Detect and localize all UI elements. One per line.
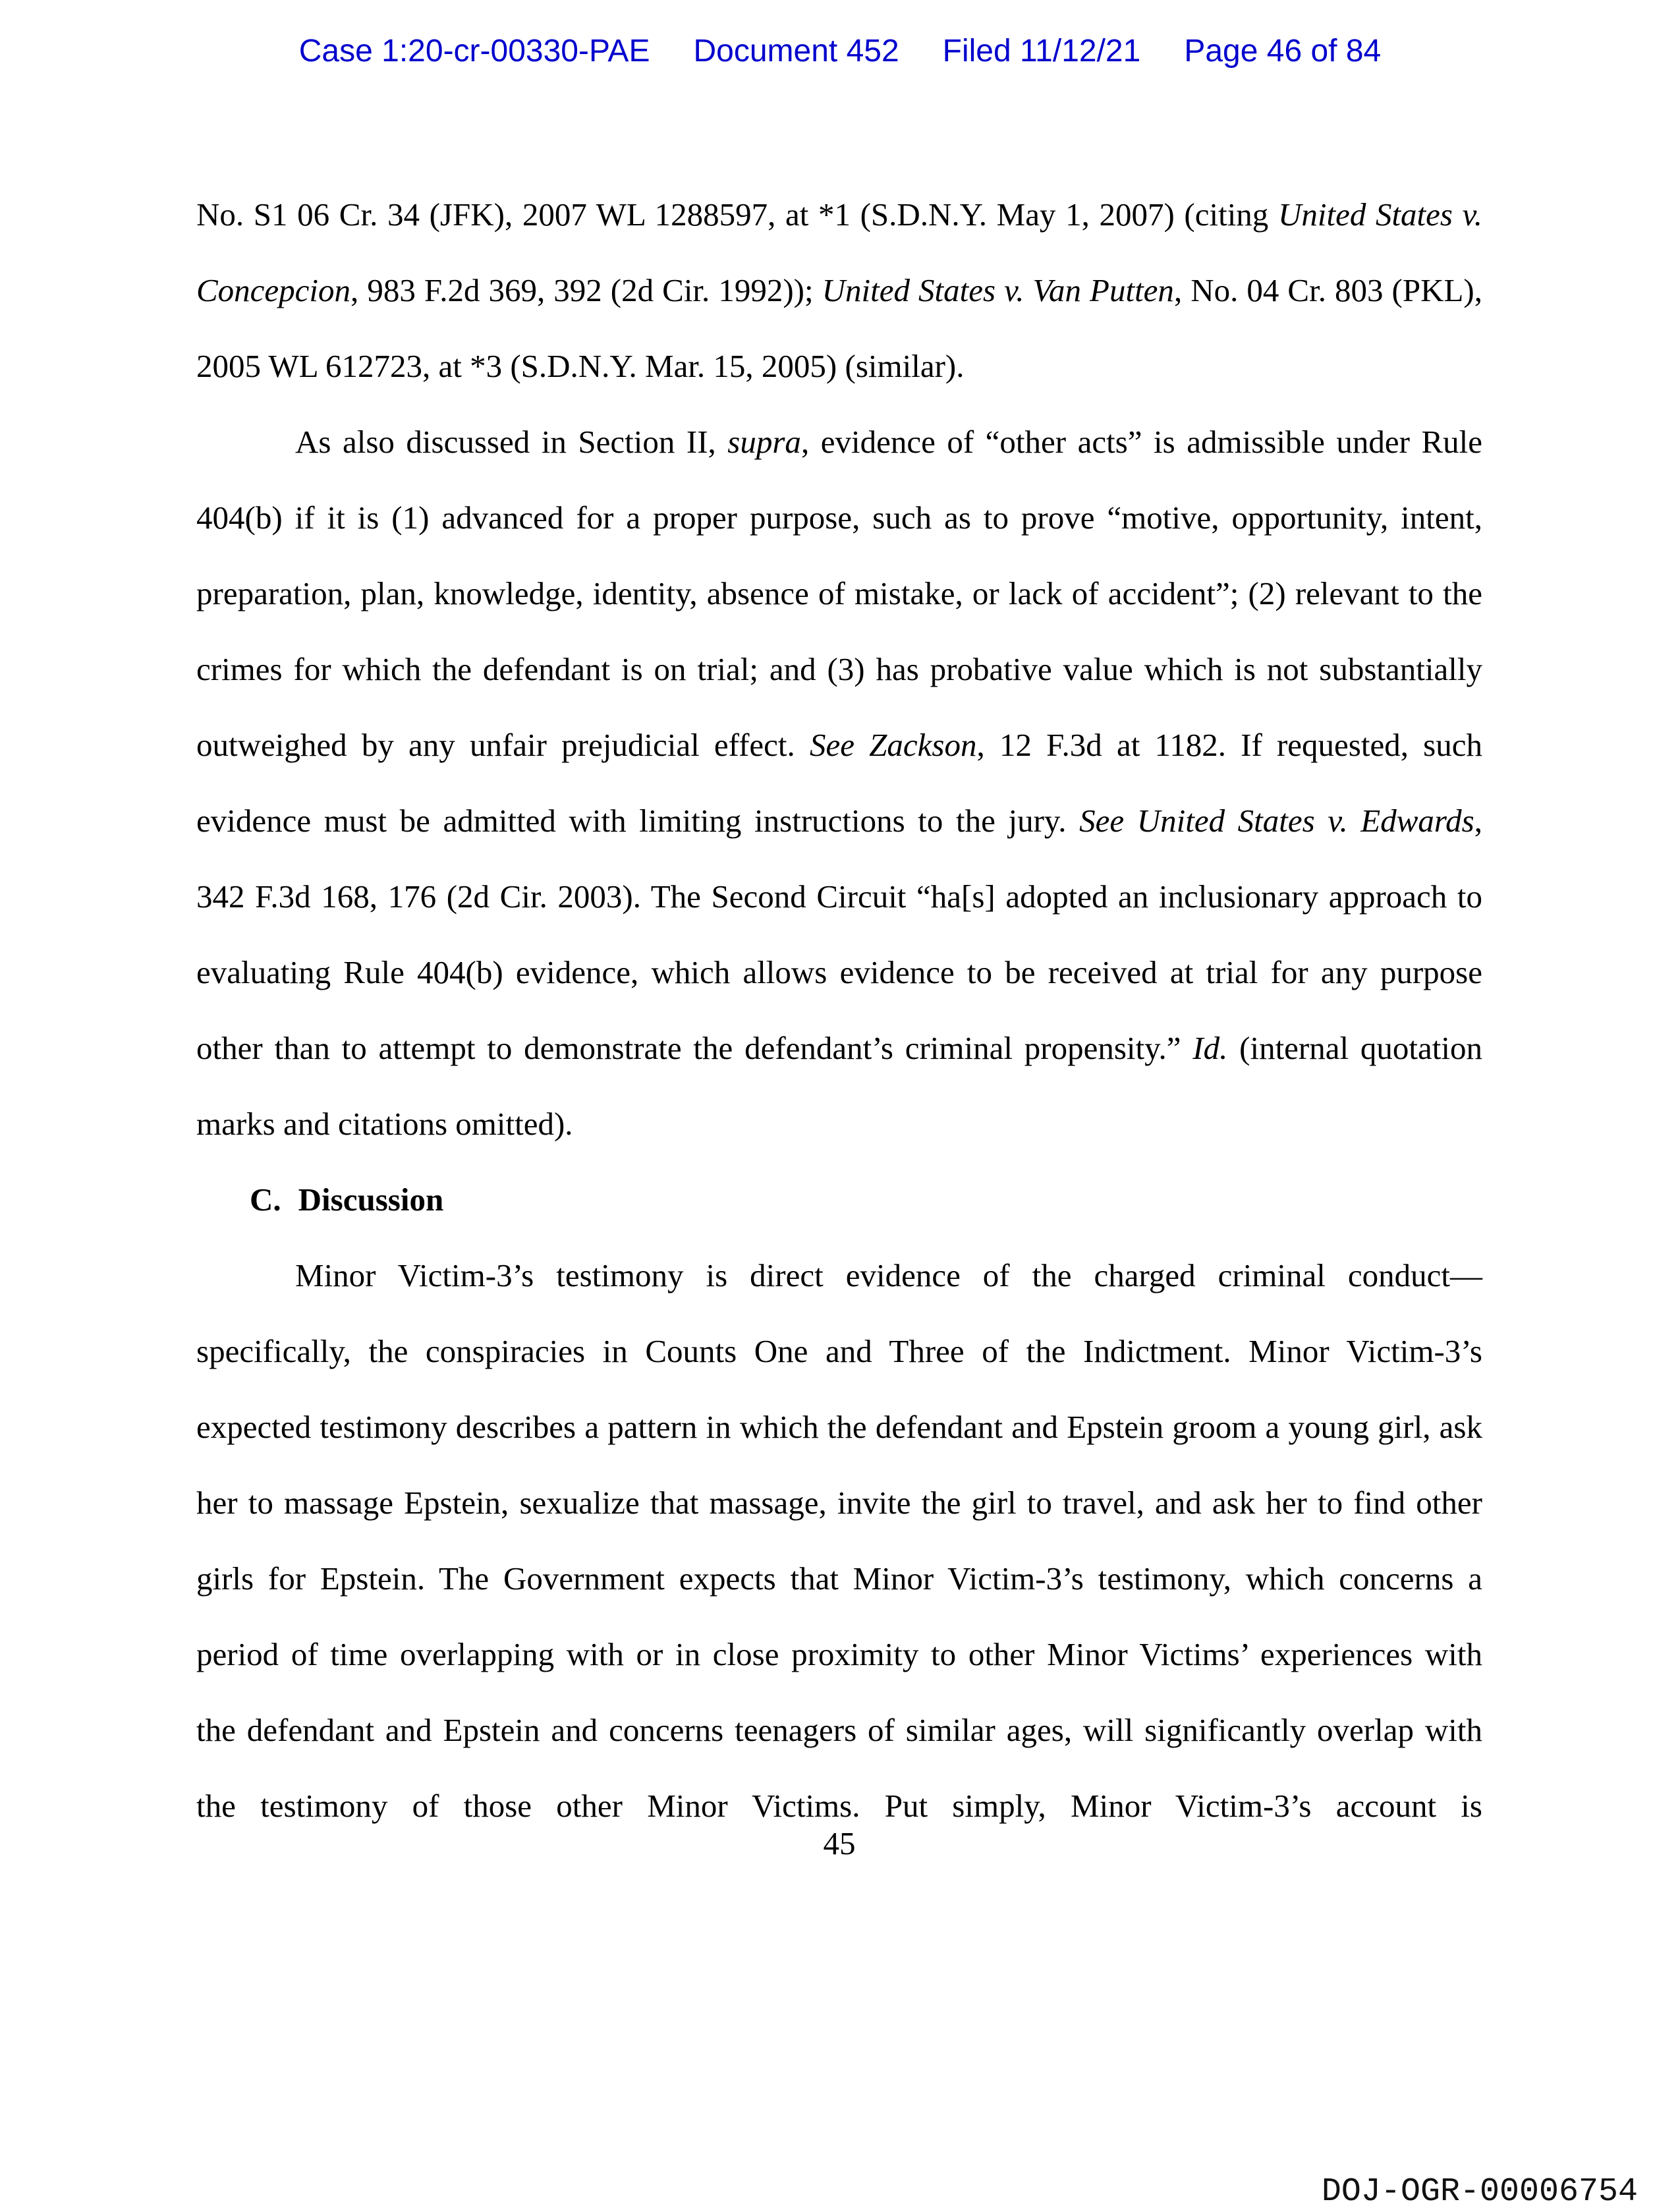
page-number: 45: [823, 1825, 856, 1861]
text-run: preparation, plan, knowledge, identity, absence of mistake, or lack of accident”; (2) relevant to the: [196, 575, 1482, 611]
filed-date: Filed 11/12/21: [942, 34, 1141, 69]
text-line: [196, 1389, 1482, 1465]
text-line: [196, 480, 1482, 555]
text-line: [196, 934, 1482, 1010]
text-run: Concepcion: [196, 272, 351, 308]
text-run: See Zackson: [809, 727, 977, 763]
text-line: [196, 1465, 1482, 1541]
text-run: the defendant and Epstein and concerns teenagers of similar ages, will significantly overlap with: [196, 1712, 1482, 1748]
text-line: [196, 555, 1482, 631]
text-run: her to massage Epstein, sexualize that massage, invite the girl to travel, and ask her to find other: [196, 1485, 1482, 1521]
text-line: [196, 631, 1482, 707]
text-run: other than to attempt to demonstrate the defendant’s criminal propensity.”: [196, 1030, 1193, 1066]
text-line: [196, 1692, 1482, 1768]
text-run: (internal quotation: [1227, 1030, 1482, 1066]
text-line: [196, 707, 1482, 783]
document-number: Document 452: [693, 34, 899, 69]
text-run: Id.: [1192, 1030, 1228, 1066]
text-run: evaluating Rule 404(b) evidence, which allows evidence to be received at trial for any purpose: [196, 954, 1482, 990]
text-run: , No. 04 Cr. 803 (PKL),: [1173, 272, 1482, 308]
text-line: [196, 404, 1482, 480]
text-run: crimes for which the defendant is on trial; and (3) has probative value which is not substantially: [196, 651, 1482, 687]
paragraph: [196, 404, 1482, 1162]
text-run: United States v.: [1277, 196, 1482, 233]
text-run: 342 F.3d 168, 176 (2d Cir. 2003). The Second Circuit “ha[s] adopted an inclusionary approach to: [196, 878, 1482, 915]
paragraph: [196, 1237, 1482, 1844]
text-line: [196, 328, 1482, 404]
text-run: , evidence of “other acts” is admissible under Rule: [800, 424, 1482, 460]
text-run: specifically, the conspiracies in Counts One and Three of the Indictment. Minor Victim-3’s: [196, 1333, 1482, 1369]
court-stamp-header: [0, 33, 1680, 69]
text-run: See United States v. Edwards: [1079, 803, 1474, 839]
bates-number: DOJ-OGR-00006754: [1321, 2173, 1638, 2211]
text-line: [196, 859, 1482, 934]
document-body: [196, 177, 1482, 1844]
section-heading-label: C.: [250, 1181, 281, 1218]
text-run: expected testimony describes a pattern in which the defendant and Epstein groom a young girl, ask: [196, 1409, 1482, 1445]
text-run: , 12 F.3d at 1182. If requested, such: [976, 727, 1482, 763]
text-line: [196, 252, 1482, 328]
text-line: [196, 1010, 1482, 1086]
section-heading: [196, 1162, 1482, 1237]
text-line: [196, 1541, 1482, 1616]
text-run: United States v. Van Putten: [822, 272, 1174, 308]
text-line: [196, 1616, 1482, 1692]
text-run: Minor Victim-3’s testimony is direct evidence of the charged criminal conduct—: [295, 1257, 1482, 1293]
case-number: Case 1:20-cr-00330-PAE: [298, 34, 650, 69]
paragraph: [196, 177, 1482, 404]
text-line: [196, 177, 1482, 252]
text-run: , 983 F.2d 369, 392 (2d Cir. 1992));: [350, 272, 822, 308]
text-run: supra: [727, 424, 801, 460]
section-heading-text: Discussion: [298, 1181, 444, 1218]
text-line: [196, 783, 1482, 859]
text-line: [196, 1313, 1482, 1389]
text-run: girls for Epstein. The Government expects that Minor Victim-3’s testimony, which concerns a: [196, 1560, 1482, 1597]
text-line: [196, 1086, 1482, 1162]
text-run: 404(b) if it is (1) advanced for a proper purpose, such as to prove “motive, opportunity, intent,: [196, 499, 1482, 536]
page-indicator: Page 46 of 84: [1184, 34, 1382, 69]
text-run: marks and citations omitted).: [196, 1106, 573, 1142]
text-run: 2005 WL 612723, at *3 (S.D.N.Y. Mar. 15, 2005) (similar).: [196, 348, 965, 384]
text-line: [196, 1237, 1482, 1313]
text-run: outweighed by any unfair prejudicial effect.: [196, 727, 810, 763]
text-run: ,: [1474, 803, 1482, 839]
text-run: evidence must be admitted with limiting instructions to the jury.: [196, 803, 1080, 839]
text-run: the testimony of those other Minor Victims. Put simply, Minor Victim-3’s account is: [196, 1788, 1482, 1824]
text-run: period of time overlapping with or in close proximity to other Minor Victims’ experiences with: [196, 1636, 1482, 1672]
text-run: As also discussed in Section II,: [295, 424, 728, 460]
text-run: No. S1 06 Cr. 34 (JFK), 2007 WL 1288597, at *1 (S.D.N.Y. May 1, 2007) (citing: [196, 196, 1278, 233]
